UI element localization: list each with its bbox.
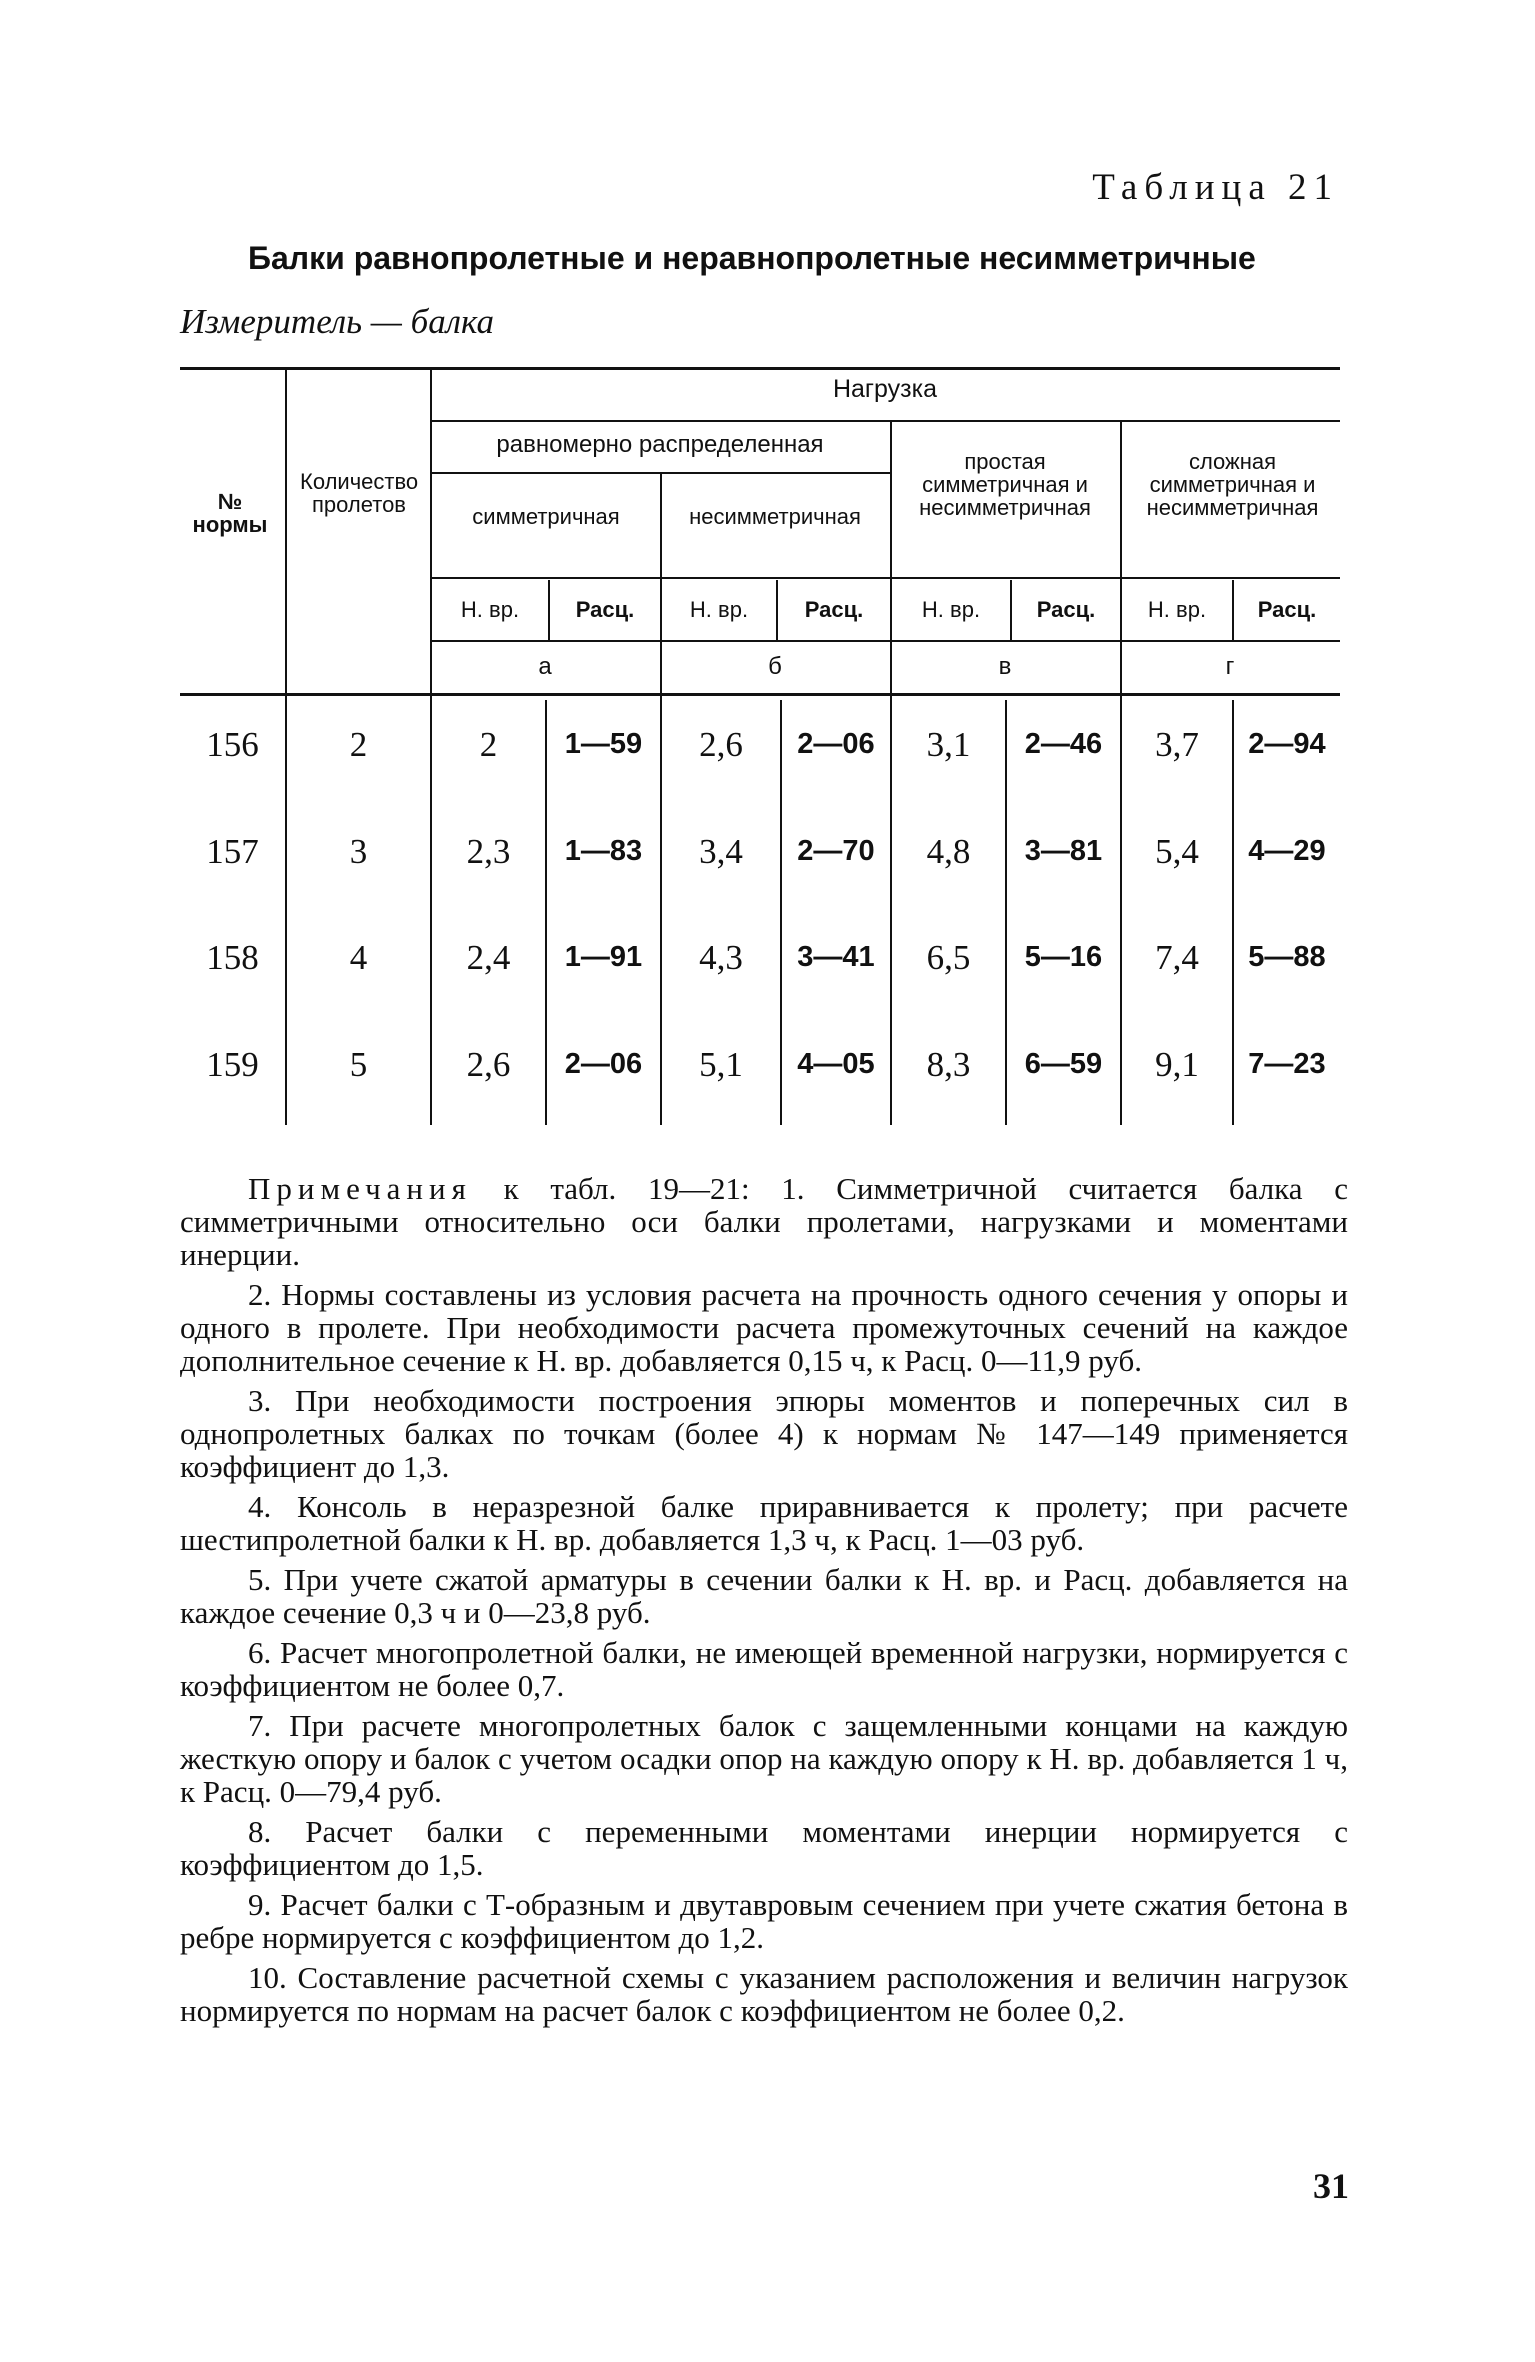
cell-value: 3,4 [699,832,743,871]
note-6: 6. Расчет многопролетной балки, не имеющей временной нагрузки, нормируется с коэффициентом не более 0,7. [180,1635,1348,1703]
units-label: Измеритель — балка [180,302,495,341]
header-rasc: Расц. [575,597,635,622]
cell-spans: 3 [349,832,368,871]
header-nvr: Н. вр. [689,597,749,622]
header-letter: а [538,653,552,680]
cell-value: 3,1 [926,725,971,764]
page-number: 31 [1313,2166,1349,2206]
cell-value: 1—91 [564,941,643,973]
note-1-text: к табл. 19—21: 1. Симметричной считается балка с симметричными относительно оси балки пролетами, нагрузками и моментами инерции. [180,1171,1348,1272]
cell-value: 9,1 [1155,1045,1199,1084]
header-load: Нагрузка [832,375,938,403]
cell-value: 5—16 [1024,941,1103,973]
header-uniform: равномерно распределенная [496,431,824,458]
cell-value: 2—46 [1024,728,1103,760]
cell-norm: 157 [206,832,259,871]
cell-value: 2,6 [466,1045,511,1084]
cell-value: 5,1 [699,1045,743,1084]
cell-value: 6,5 [926,938,971,977]
cell-spans: 2 [349,725,368,764]
cell-norm: 156 [206,725,259,764]
cell-value: 6—59 [1024,1048,1103,1080]
cell-value: 8,3 [926,1045,971,1084]
cell-spans: 5 [349,1045,368,1084]
cell-value: 2 [479,725,498,764]
cell-value: 3—41 [797,941,875,973]
cell-value: 1—59 [564,728,643,760]
cell-value: 2,4 [466,938,511,977]
header-symmetric: симметричная [472,504,620,529]
note-10: 10. Составление расчетной схемы с указанием расположения и величин нагрузок нормируется по нормам на расчет балок с коэффициентом не более 0,2. [180,1960,1348,2028]
rule [890,420,892,1125]
page-title: Балки равнопролетные и неравнопролетные несимметричные [248,240,1256,276]
cell-value: 2—06 [797,728,875,760]
note-7: 7. При расчете многопролетных балок с защемленными концами на каждую жесткую опору и балок с учетом осадки опор на каждую опору к Н. вр. добавляется 1 ч, к Расц. 0—79,4 руб. [180,1708,1348,1809]
cell-value: 5,4 [1155,832,1199,871]
rule [1120,420,1122,1125]
header-spans-count: Количество пролетов [300,469,419,517]
note-5: 5. При учете сжатой арматуры в сечении балки к Н. вр. и Расц. добавляется на каждое сечение 0,3 ч и 0—23,8 руб. [180,1562,1348,1630]
cell-value: 1—83 [564,835,643,867]
header-complex: сложная симметричная и несимметричная [1146,449,1319,520]
note-9: 9. Расчет балки с Т-образным и двутавровым сечением при учете сжатия бетона в ребре нормируется с коэффициентом до 1,2. [180,1887,1348,1955]
header-nvr: Н. вр. [1147,597,1207,622]
cell-value: 2,6 [699,725,743,764]
rule [430,420,1340,422]
cell-value: 7—23 [1248,1048,1326,1080]
cell-value: 2—70 [797,835,875,867]
rule [660,472,662,1125]
header-asymmetric: несимметричная [689,504,861,529]
header-letter: в [998,653,1012,680]
table-label: Таблица 21 [1092,167,1339,208]
header-nvr: Н. вр. [460,597,520,622]
rule [430,577,1340,579]
header-rasc: Расц. [1257,597,1317,622]
rule [430,640,1340,642]
note-3: 3. При необходимости построения эпюры моментов и поперечных сил в однопролетных балках по точкам (более 4) к нормам № 147—149 применяется коэффициент до 1,3. [180,1383,1348,1484]
cell-value: 4—29 [1248,835,1326,867]
cell-spans: 4 [349,938,368,977]
note-8: 8. Расчет балки с переменными моментами инерции нормируется с коэффициентом до 1,5. [180,1814,1348,1882]
table-top-rule [180,367,1340,370]
header-simple: простая симметричная и несимметричная [919,449,1091,520]
header-letter: б [768,653,782,680]
header-nvr: Н. вр. [921,597,981,622]
cell-norm: 159 [206,1045,259,1084]
cell-value: 2—94 [1248,728,1326,760]
cell-value: 4,3 [699,938,743,977]
cell-value: 7,4 [1155,938,1199,977]
note-4: 4. Консоль в неразрезной балке приравнивается к пролету; при расчете шестипролетной балки к Н. вр. добавляется 1,3 ч, к Расц. 1—03 руб. [180,1489,1348,1557]
header-letter: г [1225,653,1235,680]
header-bottom-rule [180,693,1340,696]
notes-heading: Примечания [248,1171,472,1206]
header-rasc: Расц. [804,597,864,622]
cell-value: 3,7 [1155,725,1199,764]
header-rasc: Расц. [1036,597,1096,622]
cell-value: 5—88 [1248,941,1326,973]
cell-value: 2,3 [466,832,511,871]
cell-value: 2—06 [564,1048,643,1080]
note-2: 2. Нормы составлены из условия расчета на прочность одного сечения у опоры и одного в пролете. При необходимости расчета промежуточных сечений на каждое дополнительное сечение к Н. вр. добавляется 0,15 ч, к Расц. 0—11,9 руб. [180,1277,1348,1378]
header-norm-no: № нормы [192,489,268,537]
cell-value: 4,8 [926,832,971,871]
cell-value: 4—05 [797,1048,875,1080]
note-1 [180,1172,1348,1271]
cell-norm: 158 [206,938,259,977]
notes [180,1172,1348,2034]
cell-value: 3—81 [1024,835,1103,867]
